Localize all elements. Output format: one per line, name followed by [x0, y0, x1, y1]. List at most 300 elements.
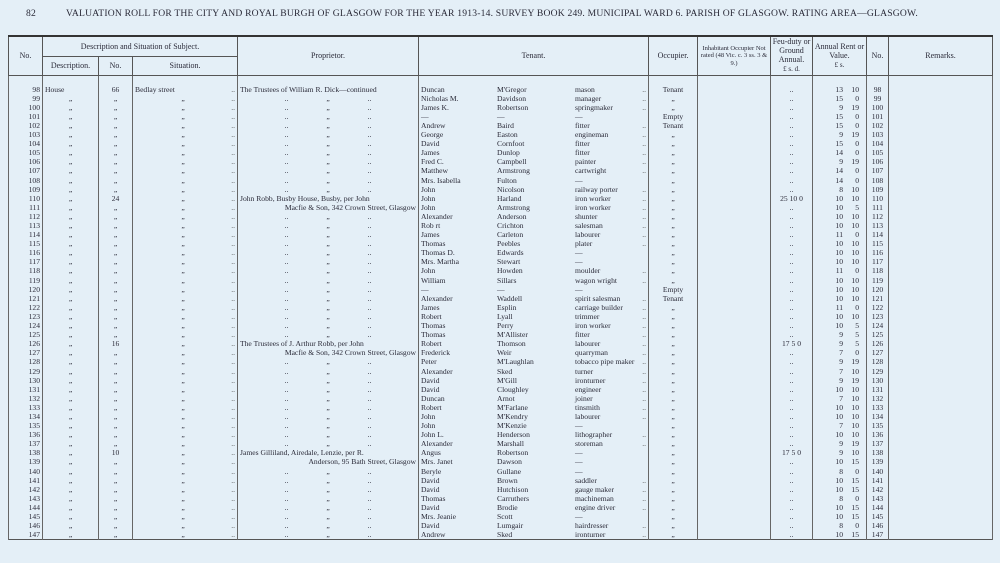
proprietor-text: The Trustees of William R. Dick—continued	[240, 84, 377, 94]
proprietor-cell	[238, 285, 419, 294]
header-feu-duty	[771, 36, 813, 75]
feu-duty-cell: ..	[771, 503, 813, 512]
occupier-cell: „	[649, 321, 698, 330]
dot-leader: ..	[231, 448, 235, 458]
tenant-cell	[419, 530, 649, 540]
street-number-cell: „	[99, 330, 133, 339]
feu-duty-cell: 17 5 0	[771, 448, 813, 457]
tenant-cell	[419, 421, 649, 430]
rent-pounds: 10	[835, 193, 843, 203]
proprietor-cell	[238, 503, 419, 512]
tenant-first-name: George	[421, 130, 444, 140]
rent-pounds: 10	[835, 284, 843, 294]
inhabitant-occupier-cell	[698, 376, 771, 385]
annual-rent-cell	[813, 212, 867, 221]
row-number: 116	[9, 248, 43, 257]
street-number-cell: „	[99, 412, 133, 421]
tenant-first-name: Alexander	[421, 211, 453, 221]
feu-duty-cell: ..	[771, 112, 813, 121]
rent-pounds: 9	[839, 330, 843, 340]
page-title: VALUATION ROLL FOR THE CITY AND ROYAL BURGH OF GLASGOW FOR THE YEAR 1913-14. SURVEY BOOK 249. MUNICIPAL WARD 6. PARISH OF GLASGOW. RATING AREA—GLASGOW.	[66, 8, 918, 19]
tenant-surname: Baird	[497, 120, 514, 130]
street-number-cell: „	[99, 476, 133, 485]
annual-rent-cell	[813, 394, 867, 403]
rent-shillings: 19	[851, 375, 859, 385]
row-number: 123	[9, 312, 43, 321]
tenant-first-name: John	[421, 202, 436, 212]
header-description: Description.	[43, 56, 99, 75]
situation-cell	[133, 139, 238, 148]
tenant-first-name: Duncan	[421, 84, 445, 94]
dot-leader: ..	[642, 302, 646, 312]
dot-leader: ..	[231, 166, 235, 176]
feu-duty-cell: ..	[771, 212, 813, 221]
tenant-cell	[419, 348, 649, 357]
tenant-occupation: spirit salesman	[575, 293, 621, 303]
proprietor-cell	[238, 403, 419, 412]
rent-pounds: 10	[835, 457, 843, 467]
situation-cell	[133, 494, 238, 503]
situation-cell	[133, 357, 238, 366]
occupier-cell: „	[649, 457, 698, 466]
tenant-first-name: Alexander	[421, 293, 453, 303]
remarks-cell	[889, 148, 993, 157]
table-row	[9, 212, 993, 221]
remarks-cell	[889, 485, 993, 494]
proprietor-cell	[238, 530, 419, 540]
situation-text: „	[181, 157, 185, 167]
annual-rent-cell	[813, 266, 867, 275]
occupier-cell: „	[649, 530, 698, 540]
feu-duty-cell: ..	[771, 203, 813, 212]
dot-leader: ..	[642, 293, 646, 303]
street-number-cell: „	[99, 185, 133, 194]
remarks-cell	[889, 503, 993, 512]
description-cell: „	[43, 248, 99, 257]
rent-shillings: 5	[855, 321, 859, 331]
street-number-cell: „	[99, 521, 133, 530]
street-number-cell: „	[99, 312, 133, 321]
rent-shillings: 15	[851, 457, 859, 467]
tenant-surname: Thomson	[497, 339, 526, 349]
remarks-cell	[889, 239, 993, 248]
proprietor-ditto: .. „ ..	[284, 93, 372, 103]
occupier-cell: „	[649, 385, 698, 394]
inhabitant-occupier-cell	[698, 85, 771, 94]
row-number-right: 140	[867, 467, 889, 476]
occupier-cell: „	[649, 239, 698, 248]
proprietor-cell	[238, 103, 419, 112]
tenant-surname: Lumgair	[497, 521, 524, 531]
situation-cell	[133, 85, 238, 94]
row-number-right: 101	[867, 112, 889, 121]
street-number-cell: „	[99, 121, 133, 130]
tenant-cell	[419, 503, 649, 512]
tenant-surname: Cornfoot	[497, 139, 525, 149]
tenant-cell	[419, 176, 649, 185]
situation-text: „	[181, 311, 185, 321]
tenant-first-name: —	[421, 284, 429, 294]
proprietor-ditto: .. „ ..	[284, 402, 372, 412]
row-number-right: 121	[867, 294, 889, 303]
annual-rent-cell	[813, 248, 867, 257]
street-number-cell: „	[99, 321, 133, 330]
annual-rent-cell	[813, 521, 867, 530]
rent-pounds: 10	[835, 384, 843, 394]
proprietor-cell	[238, 257, 419, 266]
annual-rent-cell	[813, 403, 867, 412]
occupier-cell: „	[649, 512, 698, 521]
rent-shillings: 15	[851, 484, 859, 494]
inhabitant-occupier-cell	[698, 166, 771, 175]
inhabitant-occupier-cell	[698, 476, 771, 485]
situation-cell	[133, 476, 238, 485]
dot-leader: ..	[642, 411, 646, 421]
header-rent-units: £ s.	[834, 60, 845, 69]
feu-duty-cell: ..	[771, 376, 813, 385]
tenant-surname: Gullane	[497, 466, 522, 476]
annual-rent-cell	[813, 130, 867, 139]
tenant-first-name: David	[421, 375, 440, 385]
rent-pounds: 9	[839, 102, 843, 112]
dot-leader: ..	[231, 148, 235, 158]
rent-pounds: 10	[835, 530, 843, 540]
description-cell: „	[43, 294, 99, 303]
rent-pounds: 9	[839, 130, 843, 140]
tenant-first-name: Mrs. Janet	[421, 457, 453, 467]
situation-text: „	[181, 139, 185, 149]
tenant-cell	[419, 112, 649, 121]
inhabitant-occupier-cell	[698, 157, 771, 166]
tenant-surname: Edwards	[497, 248, 524, 258]
table-row	[9, 394, 993, 403]
rent-shillings: 5	[855, 339, 859, 349]
description-cell: „	[43, 357, 99, 366]
feu-duty-cell: ..	[771, 185, 813, 194]
occupier-cell: Tenant	[649, 294, 698, 303]
rent-pounds: 9	[839, 448, 843, 458]
situation-cell	[133, 430, 238, 439]
dot-leader: ..	[642, 120, 646, 130]
annual-rent-cell	[813, 530, 867, 540]
row-number-right: 115	[867, 239, 889, 248]
table-row	[9, 176, 993, 185]
tenant-cell	[419, 521, 649, 530]
table-row	[9, 230, 993, 239]
situation-cell	[133, 394, 238, 403]
remarks-cell	[889, 121, 993, 130]
row-number: 113	[9, 221, 43, 230]
feu-duty-cell: ..	[771, 230, 813, 239]
dot-leader: ..	[231, 357, 235, 367]
annual-rent-cell	[813, 503, 867, 512]
street-number-cell: „	[99, 512, 133, 521]
dot-leader: ..	[642, 366, 646, 376]
feu-duty-cell: ..	[771, 421, 813, 430]
dot-leader: ..	[231, 457, 235, 467]
annual-rent-cell	[813, 412, 867, 421]
rent-pounds: 10	[835, 211, 843, 221]
occupier-cell: „	[649, 394, 698, 403]
street-number-cell: „	[99, 467, 133, 476]
tenant-first-name: John	[421, 266, 436, 276]
street-number-cell: „	[99, 285, 133, 294]
tenant-surname: Cloughley	[497, 384, 529, 394]
tenant-surname: —	[497, 284, 505, 294]
street-number-cell: „	[99, 157, 133, 166]
tenant-occupation: —	[575, 457, 583, 467]
table-row	[9, 467, 993, 476]
proprietor-ditto: .. „ ..	[284, 239, 372, 249]
situation-text: „	[181, 284, 185, 294]
description-cell: „	[43, 339, 99, 348]
rent-pounds: 10	[835, 502, 843, 512]
rent-shillings: 10	[851, 84, 859, 94]
dot-leader: ..	[642, 530, 646, 540]
rent-pounds: 11	[835, 266, 843, 276]
street-number-cell: „	[99, 430, 133, 439]
annual-rent-cell	[813, 230, 867, 239]
annual-rent-cell	[813, 203, 867, 212]
tenant-surname: Howden	[497, 266, 523, 276]
proprietor-ditto: .. „ ..	[284, 466, 372, 476]
street-number-cell: „	[99, 103, 133, 112]
dot-leader: ..	[642, 102, 646, 112]
street-number-cell: „	[99, 94, 133, 103]
tenant-surname: M'Farlane	[497, 402, 528, 412]
situation-cell	[133, 285, 238, 294]
inhabitant-occupier-cell	[698, 457, 771, 466]
table-row	[9, 121, 993, 130]
rent-pounds: 14	[835, 148, 843, 158]
tenant-occupation: salesman	[575, 221, 603, 230]
description-cell: „	[43, 194, 99, 203]
tenant-occupation: manager	[575, 93, 602, 103]
dot-leader: ..	[642, 321, 646, 331]
tenant-first-name: Fred C.	[421, 157, 444, 167]
table-row	[9, 139, 993, 148]
rent-shillings: 10	[851, 421, 859, 431]
table-row	[9, 194, 993, 203]
situation-text: „	[181, 257, 185, 267]
inhabitant-occupier-cell	[698, 348, 771, 357]
situation-text: „	[181, 393, 185, 403]
proprietor-cell	[238, 94, 419, 103]
situation-cell	[133, 303, 238, 312]
proprietor-cell	[238, 485, 419, 494]
tenant-first-name: David	[421, 475, 440, 485]
street-number-cell: „	[99, 485, 133, 494]
remarks-cell	[889, 521, 993, 530]
situation-cell	[133, 530, 238, 540]
feu-duty-cell: ..	[771, 321, 813, 330]
occupier-cell: „	[649, 521, 698, 530]
occupier-cell: „	[649, 157, 698, 166]
rent-pounds: 8	[839, 466, 843, 476]
proprietor-ditto: .. „ ..	[284, 148, 372, 158]
proprietor-text: James Gilliland, Airedale, Lenzie, per R.	[240, 448, 364, 458]
proprietor-ditto: .. „ ..	[284, 375, 372, 385]
situation-cell	[133, 521, 238, 530]
inhabitant-occupier-cell	[698, 494, 771, 503]
tenant-first-name: James	[421, 148, 440, 158]
rent-shillings: 0	[855, 466, 859, 476]
rent-shillings: 19	[851, 157, 859, 167]
description-cell: „	[43, 385, 99, 394]
rent-shillings: 10	[851, 366, 859, 376]
occupier-cell: „	[649, 185, 698, 194]
occupier-cell: „	[649, 503, 698, 512]
row-number-right: 147	[867, 530, 889, 540]
tenant-surname: Henderson	[497, 430, 530, 440]
tenant-occupation: cartwright	[575, 166, 607, 176]
street-number-cell: „	[99, 421, 133, 430]
description-cell: „	[43, 121, 99, 130]
dot-leader: ..	[642, 339, 646, 349]
description-cell: „	[43, 203, 99, 212]
tenant-surname: Dunlop	[497, 148, 520, 158]
row-number-right: 98	[867, 85, 889, 94]
situation-text: „	[181, 184, 185, 194]
description-cell: „	[43, 330, 99, 339]
tenant-surname: M'Gill	[497, 375, 517, 385]
dot-leader: ..	[642, 130, 646, 140]
remarks-cell	[889, 103, 993, 112]
description-cell: „	[43, 430, 99, 439]
occupier-cell: „	[649, 212, 698, 221]
proprietor-cell	[238, 448, 419, 457]
annual-rent-cell	[813, 112, 867, 121]
inhabitant-occupier-cell	[698, 421, 771, 430]
inhabitant-occupier-cell	[698, 230, 771, 239]
situation-text: „	[181, 384, 185, 394]
proprietor-ditto: .. „ ..	[284, 475, 372, 485]
row-number: 102	[9, 121, 43, 130]
proprietor-cell	[238, 230, 419, 239]
table-row	[9, 203, 993, 212]
tenant-first-name: David	[421, 384, 440, 394]
proprietor-ditto: .. „ ..	[284, 184, 372, 194]
table-row	[9, 248, 993, 257]
proprietor-ditto: .. „ ..	[284, 321, 372, 331]
table-row	[9, 494, 993, 503]
tenant-cell	[419, 376, 649, 385]
tenant-surname: —	[497, 111, 505, 121]
description-cell: „	[43, 176, 99, 185]
inhabitant-occupier-cell	[698, 257, 771, 266]
description-cell: „	[43, 448, 99, 457]
situation-text: „	[181, 330, 185, 340]
occupier-cell: „	[649, 330, 698, 339]
description-cell: „	[43, 348, 99, 357]
page-number: 82	[26, 8, 36, 19]
table-row	[9, 276, 993, 285]
row-number: 130	[9, 376, 43, 385]
rent-shillings: 19	[851, 130, 859, 140]
occupier-cell: „	[649, 439, 698, 448]
row-number: 140	[9, 467, 43, 476]
situation-text: Bedlay street	[135, 84, 175, 94]
tenant-cell	[419, 221, 649, 230]
row-number: 131	[9, 385, 43, 394]
row-number-right: 111	[867, 203, 889, 212]
inhabitant-occupier-cell	[698, 103, 771, 112]
proprietor-cell	[238, 85, 419, 94]
annual-rent-cell	[813, 467, 867, 476]
remarks-cell	[889, 448, 993, 457]
occupier-cell: „	[649, 130, 698, 139]
annual-rent-cell	[813, 176, 867, 185]
tenant-cell	[419, 357, 649, 366]
occupier-cell: Tenant	[649, 85, 698, 94]
street-number-cell: „	[99, 439, 133, 448]
row-number-right: 138	[867, 448, 889, 457]
occupier-cell: „	[649, 221, 698, 230]
feu-duty-cell: ..	[771, 357, 813, 366]
tenant-surname: Waddell	[497, 293, 523, 303]
tenant-occupation: iron worker	[575, 202, 611, 212]
tenant-first-name: Peter	[421, 357, 437, 367]
row-number-right: 132	[867, 394, 889, 403]
inhabitant-occupier-cell	[698, 448, 771, 457]
situation-cell	[133, 130, 238, 139]
row-number: 115	[9, 239, 43, 248]
proprietor-ditto: .. „ ..	[284, 221, 372, 230]
situation-cell	[133, 248, 238, 257]
annual-rent-cell	[813, 194, 867, 203]
header-proprietor: Proprietor.	[238, 36, 419, 75]
proprietor-cell	[238, 212, 419, 221]
tenant-first-name: Thomas	[421, 493, 446, 503]
dot-leader: ..	[231, 366, 235, 376]
feu-duty-cell: 17 5 0	[771, 339, 813, 348]
street-number-cell: „	[99, 221, 133, 230]
tenant-cell	[419, 230, 649, 239]
tenant-cell	[419, 512, 649, 521]
inhabitant-occupier-cell	[698, 367, 771, 376]
proprietor-text: Anderson, 95 Bath Street, Glasgow	[308, 457, 416, 467]
description-cell: „	[43, 521, 99, 530]
row-number-right: 130	[867, 376, 889, 385]
row-number-right: 112	[867, 212, 889, 221]
tenant-first-name: John	[421, 411, 436, 421]
dot-leader: ..	[642, 484, 646, 494]
dot-leader: ..	[642, 239, 646, 249]
rent-shillings: 15	[851, 512, 859, 521]
annual-rent-cell	[813, 94, 867, 103]
proprietor-ditto: .. „ ..	[284, 111, 372, 121]
rent-shillings: 0	[855, 93, 859, 103]
dot-leader: ..	[231, 120, 235, 130]
situation-text: „	[181, 366, 185, 376]
occupier-cell: „	[649, 166, 698, 175]
dot-leader: ..	[642, 475, 646, 485]
dot-leader: ..	[231, 439, 235, 449]
dot-leader: ..	[231, 93, 235, 103]
tenant-first-name: William	[421, 275, 446, 285]
rent-pounds: 15	[835, 111, 843, 121]
tenant-first-name: Duncan	[421, 393, 445, 403]
situation-cell	[133, 312, 238, 321]
street-number-cell: „	[99, 494, 133, 503]
feu-duty-cell: ..	[771, 512, 813, 521]
dot-leader: ..	[642, 311, 646, 321]
inhabitant-occupier-cell	[698, 248, 771, 257]
proprietor-ditto: .. „ ..	[284, 102, 372, 112]
rent-pounds: 9	[839, 339, 843, 349]
inhabitant-occupier-cell	[698, 321, 771, 330]
row-number: 124	[9, 321, 43, 330]
